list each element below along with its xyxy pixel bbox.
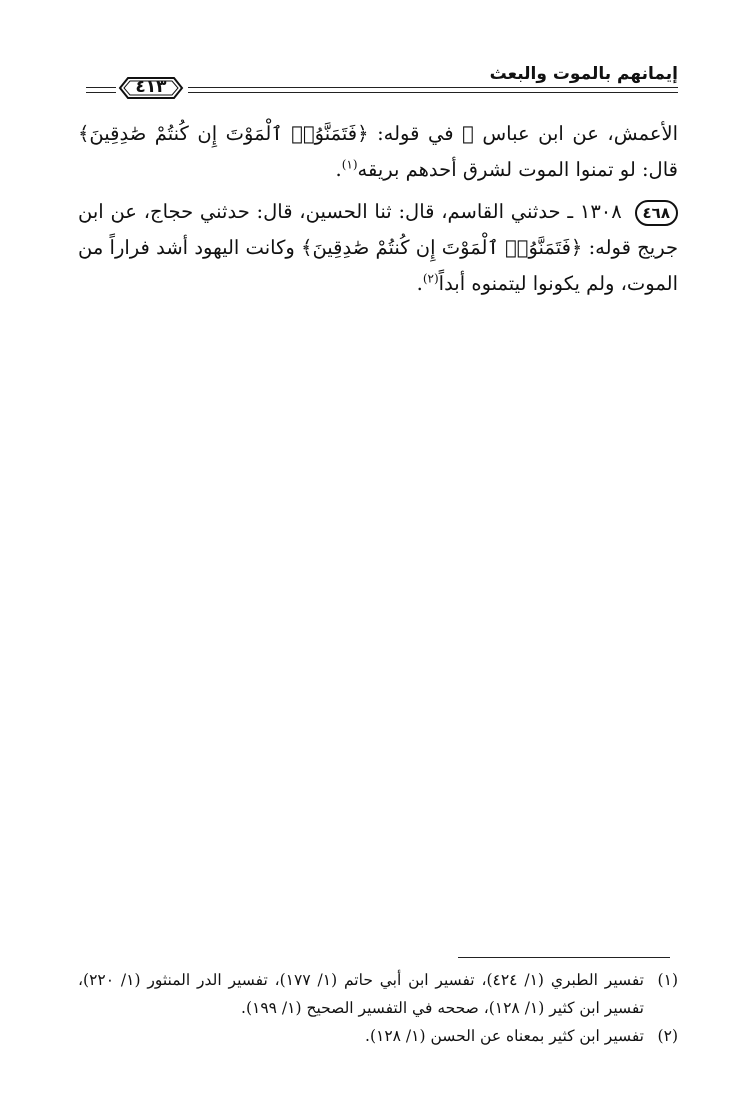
footnote-1 — [78, 966, 678, 1022]
footnotes — [78, 966, 678, 1050]
running-header — [78, 56, 678, 100]
header-rule-left — [86, 87, 116, 93]
page-number: ٤١٣ — [135, 77, 167, 97]
footnote-number: (٢) — [657, 1027, 678, 1045]
footnote-text: تفسير الطبري (١/ ٤٢٤)، تفسير ابن أبي حاتم (١/ ١٧٧)، تفسير الدر المنثور (١/ ٢٢٠)، تفسير ابن كثير (١/ ١٢٨)، صححه في التفسير الصحيح (١/ ١٩٩). — [78, 971, 644, 1017]
paragraph-1: الأعمش، عن ابن عباس ﷺ في قوله: ﴿فَتَمَنَّوُا۟ ٱلْمَوْتَ إِن كُنتُمْ صَٰدِقِينَ﴾ قال: لو تمنوا الموت لشرق أحدهم بريقه$^{(١)}$. — [78, 122, 679, 181]
footnote-ref-2: (٢) — [422, 271, 439, 286]
footnote-2 — [78, 1022, 678, 1050]
footnote-text: تفسير ابن كثير بمعناه عن الحسن (١/ ١٢٨). — [365, 1027, 644, 1045]
paragraph-2: ٤٦٨ ١٣٠٨ ـ حدثني القاسم، قال: ثنا الحسين، قال: حدثني حجاج، عن ابن جريج قوله: ﴿فَتَمَنَّوُا۟ ٱلْمَوْتَ إِن كُنتُمْ صَٰدِقِينَ﴾ وكانت اليهود أشد فراراً من الموت، ولم يكونوا ليتمنوه أبداً$^{(٢)}$. — [78, 200, 679, 295]
page-number-badge — [116, 74, 186, 102]
quran-verse-2: ﴿فَتَمَنَّوُا۟ ٱلْمَوْتَ إِن كُنتُمْ صَٰدِقِينَ﴾ — [301, 236, 583, 259]
footnote-ref-1: (١) — [341, 157, 358, 172]
quran-verse-1: ﴿فَتَمَنَّوُا۟ ٱلْمَوْتَ إِن كُنتُمْ صَٰدِقِينَ﴾ — [78, 122, 369, 145]
main-text — [78, 116, 678, 302]
chapter-title: إيمانهم بالموت والبعث — [489, 64, 678, 84]
honorific-glyph: ﷺ — [462, 122, 474, 145]
footnote-separator — [458, 957, 670, 958]
footnote-number: (١) — [657, 971, 678, 989]
hadith-number-badge: ٤٦٨ — [635, 200, 678, 226]
header-rule-right — [188, 87, 678, 93]
